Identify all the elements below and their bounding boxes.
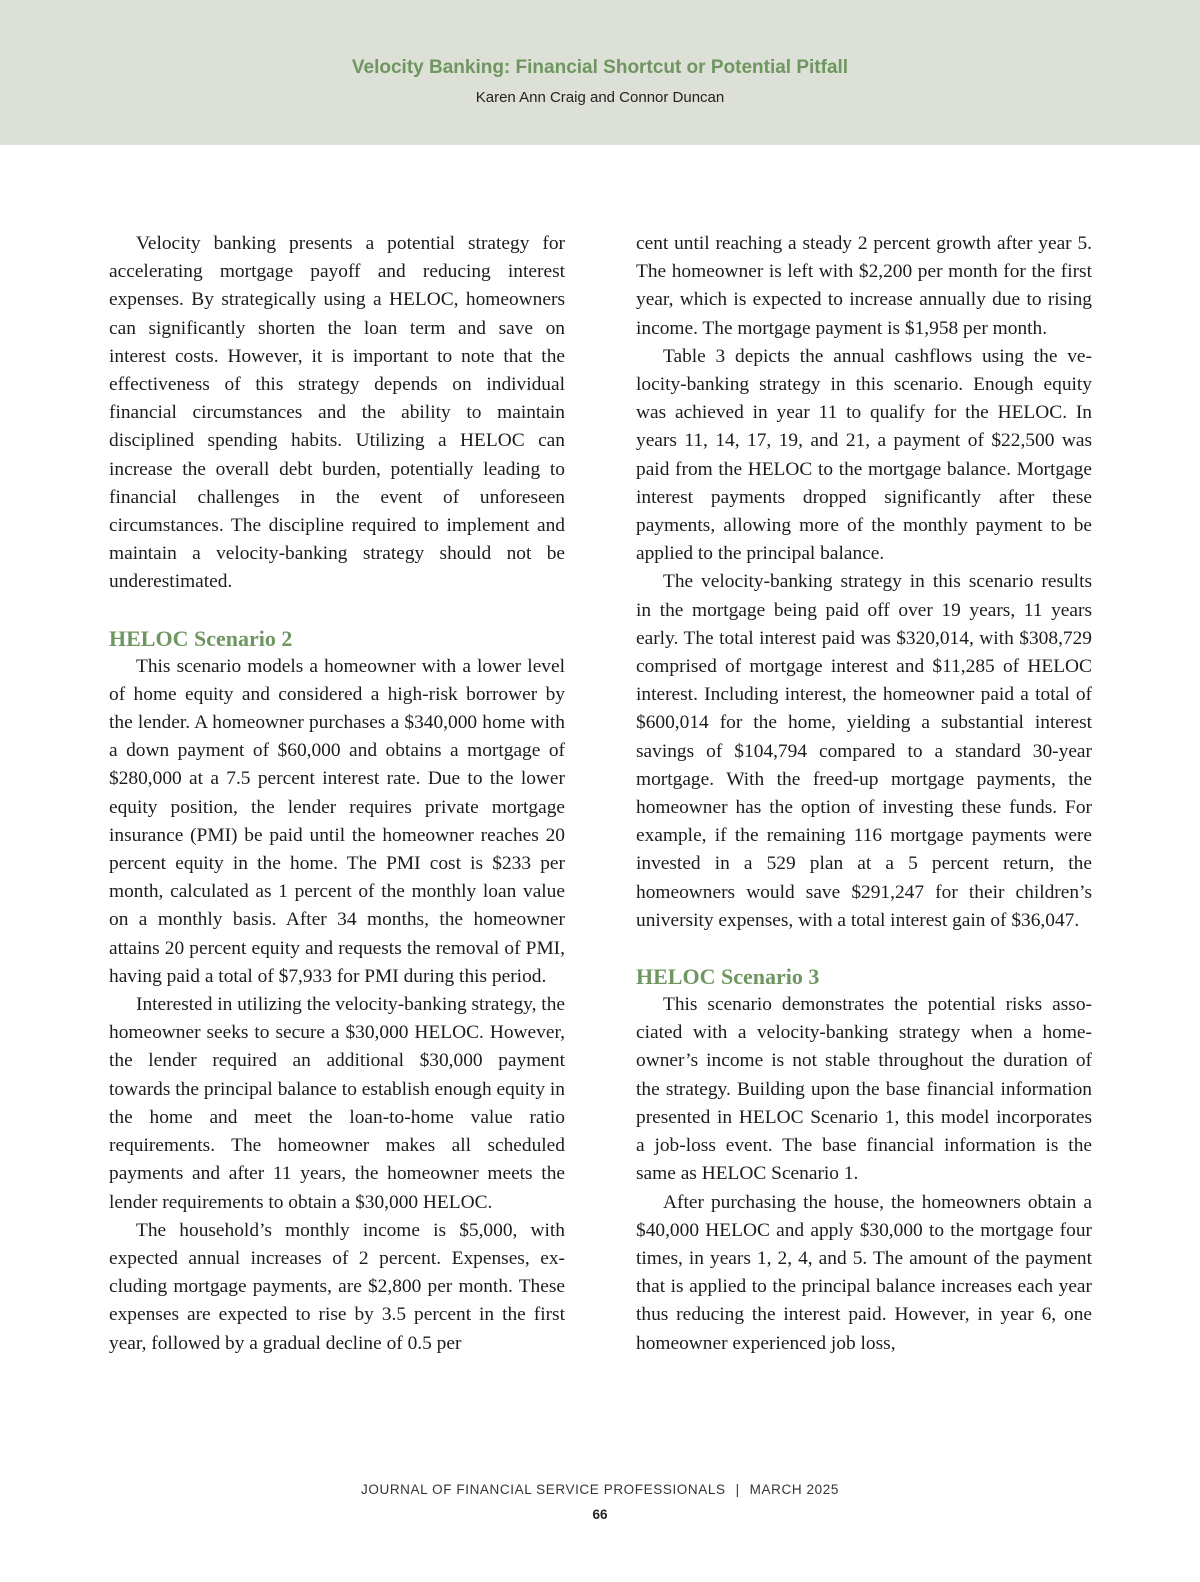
body-paragraph: This scenario demonstrates the potential risks associated with a velocity-banking strategy when a homeowner’s income is not stable throughout the duration of the strategy. Building upon the base financial information presented in HELOC Scenario 1, this model incorporates a job-loss event. The base financial information is the same as HELOC Scenario 1. bbox=[636, 994, 1092, 1185]
body-paragraph: This scenario models a homeowner with a lower level of home equity and considered a high-risk borrower by the lender. A homeowner purchases a $340,000 home with a down payment of $60,000 and obtains a mortgage of $280,000 at a 7.5 percent interest rate. Due to the lower equity position, the lender requires private mortgage insurance (PMI) be paid until the homeowner reaches 20 percent equity in the home. The PMI cost is $233 per month, calculated as 1 percent of the monthly loan value on a monthly basis. After 34 months, the homeowner attains 20 percent equity and requests the removal of PMI, having paid a total of $7,933 for PMI during this period. bbox=[109, 655, 565, 987]
page-number: 66 bbox=[592, 1507, 608, 1522]
body-paragraph: Interested in utilizing the velocity-banking strategy, the homeowner seeks to secure a $30,000 HELOC. However, the lender required an additional $30,000 payment towards the principal balance to establish enough equity in the home and meet the loan-to-home value ratio requirements. The homeowner makes all scheduled payments and after 11 years, the homeowner meets the lender requirements to obtain a $30,000 HELOC. bbox=[109, 994, 565, 1213]
continuation-paragraph: cent until reaching a steady 2 percent growth after year 5. The homeowner is left with $2,200 per month for the first year, which is expected to increase annually due to rising income. The mortgage payment is $1,958 per month. bbox=[636, 233, 1092, 339]
footer-journal-line bbox=[0, 1482, 1200, 1497]
body-paragraph: The velocity-banking strategy in this scenario results in the mortgage being paid off over 19 years, 11 years early. The total interest paid was $320,014, with $308,729 comprised of mortgage interest and $11,285 of HELOC interest. Including interest, the homeowner paid a total of $600,014 for the home, yielding a substantial interest savings of $104,794 compared to a standard 30-year mortgage. With the freed-up mortgage payments, the homeowner has the option of investing these funds. For example, if the remaining 116 mortgage payments were invested in a 529 plan at a 5 percent return, the homeowners would save $291,247 for their children’s university expenses, with a total interest gain of $36,047. bbox=[636, 571, 1092, 931]
section-heading-scenario-2: HELOC Scenario 2 bbox=[109, 625, 293, 651]
article-authors: Karen Ann Craig and Connor Duncan bbox=[475, 89, 725, 106]
footer-separator: | bbox=[735, 1482, 740, 1497]
intro-paragraph: Velocity banking presents a potential strategy for accelerating mortgage payoff and reducing interest expenses. By strategically using a HELOC, homeowners can significantly shorten the loan term and save on interest costs. However, it is important to note that the effectiveness of this strategy depends on individual financial circumstances and the ability to maintain disciplined spending habits. Utilizing a HELOC can increase the overall debt burden, potentially leading to financial challenges in the event of unforeseen circumstances. The discipline required to implement and maintain a velocity-banking strategy should not be underestimated. bbox=[109, 233, 565, 593]
article-title: Velocity Banking: Financial Shortcut or Potential Pitfall bbox=[351, 57, 849, 78]
issue-date: MARCH 2025 bbox=[749, 1482, 839, 1497]
section-heading-scenario-3: HELOC Scenario 3 bbox=[636, 964, 820, 990]
body-paragraph: Table 3 depicts the annual cashflows using the velocity-banking strategy in this scenario. Enough equity was achieved in year 11 to qualify for the HELOC. In years 11, 14, 17, 19, and 21, a payment of $22,500 was paid from the HELOC to the mortgage balance. Mortgage interest payments dropped significantly after these payments, allowing more of the monthly payment to be applied to the principal balance. bbox=[636, 345, 1092, 565]
body-paragraph: The household’s monthly income is $5,000, with expected annual increases of 2 percent. Expenses, excluding mortgage payments, are $2,800 per month. These expenses are expected to rise by 3.5 percent in the first year, followed by a gradual decline of 0.5 per bbox=[109, 1219, 565, 1354]
right-column bbox=[636, 230, 1092, 1358]
body-paragraph: After purchasing the house, the homeowners obtain a $40,000 HELOC and apply $30,000 to the mortgage four times, in years 1, 2, 4, and 5. The amount of the payment that is applied to the principal balance increases each year thus reducing the interest paid. However, in year 6, one homeowner experienced job loss, bbox=[636, 1191, 1092, 1354]
journal-name: JOURNAL OF FINANCIAL SERVICE PROFESSIONALS bbox=[361, 1482, 726, 1497]
left-column bbox=[109, 230, 565, 1358]
header-band bbox=[0, 0, 1200, 145]
